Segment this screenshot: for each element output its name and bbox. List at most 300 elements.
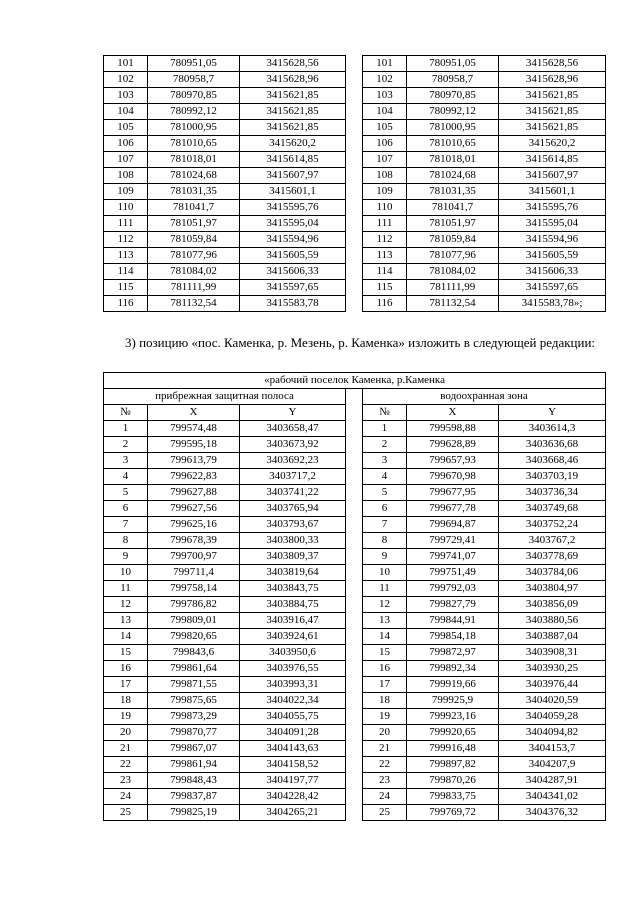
y-coordinate: 3404341,02 — [499, 789, 606, 805]
y-coordinate: 3415620,2 — [499, 136, 606, 152]
column-gap — [346, 789, 363, 805]
x-coordinate: 799923,16 — [407, 709, 499, 725]
y-coordinate: 3415628,56 — [240, 56, 346, 72]
point-number: 17 — [363, 677, 407, 693]
point-number: 3 — [363, 453, 407, 469]
table-row — [104, 280, 606, 296]
column-gap — [346, 296, 363, 312]
x-coordinate: 781000,95 — [407, 120, 499, 136]
x-coordinate: 781010,65 — [407, 136, 499, 152]
y-coordinate: 3404094,82 — [499, 725, 606, 741]
x-coordinate: 781041,7 — [407, 200, 499, 216]
y-coordinate: 3403924,61 — [240, 629, 346, 645]
point-number: 24 — [363, 789, 407, 805]
y-coordinate: 3415605,59 — [240, 248, 346, 264]
amendment-paragraph: 3) позицию «пос. Каменка, р. Мезень, р. Каменка» изложить в следующей редакции: — [125, 335, 596, 350]
y-coordinate: 3404197,77 — [240, 773, 346, 789]
x-coordinate: 799678,39 — [148, 533, 240, 549]
x-coordinate: 799843,6 — [148, 645, 240, 661]
y-coordinate: 3403819,64 — [240, 565, 346, 581]
y-coordinate: 3404207,9 — [499, 757, 606, 773]
y-coordinate: 3415595,76 — [240, 200, 346, 216]
x-coordinate: 781018,01 — [148, 152, 240, 168]
point-number: 114 — [104, 264, 148, 280]
col-x-header: X — [148, 405, 240, 421]
y-coordinate: 3415621,85 — [240, 104, 346, 120]
y-coordinate: 3403930,25 — [499, 661, 606, 677]
y-coordinate: 3403976,44 — [499, 677, 606, 693]
point-number: 109 — [104, 184, 148, 200]
x-coordinate: 799827,79 — [407, 597, 499, 613]
y-coordinate: 3403887,04 — [499, 629, 606, 645]
table-row — [104, 184, 606, 200]
table-row — [104, 693, 606, 709]
column-gap — [346, 613, 363, 629]
table-row — [104, 168, 606, 184]
point-number: 103 — [363, 88, 407, 104]
column-gap — [346, 184, 363, 200]
x-coordinate: 799825,19 — [148, 805, 240, 821]
x-coordinate: 781041,7 — [148, 200, 240, 216]
point-number: 7 — [363, 517, 407, 533]
x-coordinate: 799769,72 — [407, 805, 499, 821]
x-coordinate: 799897,82 — [407, 757, 499, 773]
y-coordinate: 3415595,04 — [240, 216, 346, 232]
x-coordinate: 799677,78 — [407, 501, 499, 517]
x-coordinate: 799628,89 — [407, 437, 499, 453]
y-coordinate: 3415628,96 — [499, 72, 606, 88]
point-number: 104 — [363, 104, 407, 120]
x-coordinate: 799844,91 — [407, 613, 499, 629]
table-row — [104, 581, 606, 597]
y-coordinate: 3403993,31 — [240, 677, 346, 693]
x-coordinate: 799920,65 — [407, 725, 499, 741]
point-number: 12 — [363, 597, 407, 613]
y-coordinate: 3415606,33 — [499, 264, 606, 280]
y-coordinate: 3403741,22 — [240, 485, 346, 501]
column-gap — [346, 805, 363, 821]
y-coordinate: 3415594,96 — [499, 232, 606, 248]
y-coordinate: 3415628,96 — [240, 72, 346, 88]
y-coordinate: 3415614,85 — [499, 152, 606, 168]
table-row — [104, 565, 606, 581]
column-gap — [346, 405, 363, 421]
point-number: 116 — [363, 296, 407, 312]
point-number: 106 — [363, 136, 407, 152]
table-row — [104, 232, 606, 248]
table-row — [104, 677, 606, 693]
kamenka-coordinates-table — [103, 372, 606, 821]
y-coordinate: 3403950,6 — [240, 645, 346, 661]
y-coordinate: 3403884,75 — [240, 597, 346, 613]
table-row — [104, 248, 606, 264]
point-number: 25 — [363, 805, 407, 821]
point-number: 16 — [363, 661, 407, 677]
x-coordinate: 780992,12 — [148, 104, 240, 120]
x-coordinate: 781051,97 — [407, 216, 499, 232]
y-coordinate: 3403673,92 — [240, 437, 346, 453]
x-coordinate: 781059,84 — [148, 232, 240, 248]
table-row — [104, 613, 606, 629]
y-coordinate: 3403717,2 — [240, 469, 346, 485]
y-coordinate: 3403765,94 — [240, 501, 346, 517]
y-coordinate: 3415621,85 — [499, 104, 606, 120]
point-number: 14 — [363, 629, 407, 645]
x-coordinate: 780951,05 — [148, 56, 240, 72]
y-coordinate: 3404055,75 — [240, 709, 346, 725]
x-coordinate: 781031,35 — [407, 184, 499, 200]
column-gap — [346, 136, 363, 152]
y-coordinate: 3403809,37 — [240, 549, 346, 565]
x-coordinate: 799786,82 — [148, 597, 240, 613]
point-number: 19 — [363, 709, 407, 725]
column-gap — [346, 773, 363, 789]
column-gap — [346, 437, 363, 453]
x-coordinate: 799758,14 — [148, 581, 240, 597]
table-row — [104, 597, 606, 613]
water-protection-zone-header: водоохранная зона — [363, 389, 606, 405]
coordinates-table-continued — [103, 55, 606, 312]
x-coordinate: 799870,77 — [148, 725, 240, 741]
column-header-row — [104, 405, 606, 421]
y-coordinate: 3404022,34 — [240, 693, 346, 709]
point-number: 115 — [363, 280, 407, 296]
x-coordinate: 799837,87 — [148, 789, 240, 805]
point-number: 1 — [363, 421, 407, 437]
y-coordinate: 3415583,78»; — [499, 296, 606, 312]
column-gap — [346, 757, 363, 773]
column-gap — [346, 120, 363, 136]
column-gap — [346, 517, 363, 533]
point-number: 13 — [104, 613, 148, 629]
col-no-header: № — [363, 405, 407, 421]
point-number: 108 — [363, 168, 407, 184]
table-row — [104, 104, 606, 120]
point-number: 11 — [363, 581, 407, 597]
column-gap — [346, 232, 363, 248]
point-number: 8 — [104, 533, 148, 549]
x-coordinate: 781111,99 — [148, 280, 240, 296]
point-number: 10 — [104, 565, 148, 581]
x-coordinate: 780958,7 — [148, 72, 240, 88]
point-number: 115 — [104, 280, 148, 296]
x-coordinate: 781051,97 — [148, 216, 240, 232]
x-coordinate: 781111,99 — [407, 280, 499, 296]
y-coordinate: 3403908,31 — [499, 645, 606, 661]
column-gap — [346, 629, 363, 645]
column-gap — [346, 597, 363, 613]
x-coordinate: 780951,05 — [407, 56, 499, 72]
y-coordinate: 3415606,33 — [240, 264, 346, 280]
point-number: 101 — [363, 56, 407, 72]
col-y-header: Y — [499, 405, 606, 421]
point-number: 9 — [104, 549, 148, 565]
point-number: 19 — [104, 709, 148, 725]
y-coordinate: 3404376,32 — [499, 805, 606, 821]
point-number: 111 — [363, 216, 407, 232]
x-coordinate: 799627,56 — [148, 501, 240, 517]
point-number: 103 — [104, 88, 148, 104]
x-coordinate: 799622,83 — [148, 469, 240, 485]
point-number: 102 — [363, 72, 407, 88]
point-number: 9 — [363, 549, 407, 565]
y-coordinate: 3403800,33 — [240, 533, 346, 549]
x-coordinate: 799729,41 — [407, 533, 499, 549]
point-number: 17 — [104, 677, 148, 693]
point-number: 107 — [363, 152, 407, 168]
point-number: 2 — [363, 437, 407, 453]
table-row — [104, 773, 606, 789]
point-number: 105 — [363, 120, 407, 136]
zone-header-row — [104, 389, 606, 405]
point-number: 21 — [104, 741, 148, 757]
column-gap — [346, 501, 363, 517]
point-number: 107 — [104, 152, 148, 168]
x-coordinate: 799613,79 — [148, 453, 240, 469]
y-coordinate: 3415621,85 — [240, 88, 346, 104]
table-row — [104, 469, 606, 485]
column-gap — [346, 549, 363, 565]
table-row — [104, 437, 606, 453]
column-gap — [346, 216, 363, 232]
column-gap — [346, 677, 363, 693]
point-number: 14 — [104, 629, 148, 645]
point-number: 113 — [104, 248, 148, 264]
table-row — [104, 421, 606, 437]
x-coordinate: 781031,35 — [148, 184, 240, 200]
table-row — [104, 629, 606, 645]
y-coordinate: 3415621,85 — [499, 88, 606, 104]
x-coordinate: 799870,26 — [407, 773, 499, 789]
point-number: 101 — [104, 56, 148, 72]
x-coordinate: 781059,84 — [407, 232, 499, 248]
y-coordinate: 3403752,24 — [499, 517, 606, 533]
point-number: 22 — [363, 757, 407, 773]
point-number: 102 — [104, 72, 148, 88]
y-coordinate: 3403767,2 — [499, 533, 606, 549]
point-number: 104 — [104, 104, 148, 120]
point-number: 110 — [363, 200, 407, 216]
y-coordinate: 3404158,52 — [240, 757, 346, 773]
column-gap — [346, 453, 363, 469]
point-number: 20 — [104, 725, 148, 741]
point-number: 106 — [104, 136, 148, 152]
y-coordinate: 3415601,1 — [499, 184, 606, 200]
x-coordinate: 799627,88 — [148, 485, 240, 501]
col-no-header: № — [104, 405, 148, 421]
x-coordinate: 799833,75 — [407, 789, 499, 805]
point-number: 10 — [363, 565, 407, 581]
point-number: 4 — [104, 469, 148, 485]
point-number: 105 — [104, 120, 148, 136]
y-coordinate: 3415620,2 — [240, 136, 346, 152]
table-row — [104, 757, 606, 773]
point-number: 114 — [363, 264, 407, 280]
coastal-protective-strip-header: прибрежная защитная полоса — [104, 389, 346, 405]
y-coordinate: 3403668,46 — [499, 453, 606, 469]
point-number: 3 — [104, 453, 148, 469]
y-coordinate: 3403880,56 — [499, 613, 606, 629]
y-coordinate: 3403703,19 — [499, 469, 606, 485]
y-coordinate: 3403658,47 — [240, 421, 346, 437]
y-coordinate: 3404143,63 — [240, 741, 346, 757]
column-gap — [346, 421, 363, 437]
x-coordinate: 799873,29 — [148, 709, 240, 725]
y-coordinate: 3415607,97 — [499, 168, 606, 184]
x-coordinate: 799809,01 — [148, 613, 240, 629]
column-gap — [346, 264, 363, 280]
x-coordinate: 799820,65 — [148, 629, 240, 645]
x-coordinate: 799677,95 — [407, 485, 499, 501]
point-number: 113 — [363, 248, 407, 264]
y-coordinate: 3403736,34 — [499, 485, 606, 501]
y-coordinate: 3415583,78 — [240, 296, 346, 312]
table-row — [104, 136, 606, 152]
column-gap — [346, 565, 363, 581]
x-coordinate: 781000,95 — [148, 120, 240, 136]
table-row — [104, 88, 606, 104]
x-coordinate: 781024,68 — [148, 168, 240, 184]
point-number: 109 — [363, 184, 407, 200]
table-row — [104, 485, 606, 501]
y-coordinate: 3403856,09 — [499, 597, 606, 613]
x-coordinate: 799871,55 — [148, 677, 240, 693]
y-coordinate: 3415621,85 — [240, 120, 346, 136]
x-coordinate: 799792,03 — [407, 581, 499, 597]
column-gap — [346, 56, 363, 72]
column-gap — [346, 168, 363, 184]
column-gap — [346, 709, 363, 725]
point-number: 5 — [363, 485, 407, 501]
y-coordinate: 3404091,28 — [240, 725, 346, 741]
x-coordinate: 799861,64 — [148, 661, 240, 677]
point-number: 8 — [363, 533, 407, 549]
table-row — [104, 152, 606, 168]
point-number: 16 — [104, 661, 148, 677]
y-coordinate: 3404059,28 — [499, 709, 606, 725]
x-coordinate: 799657,93 — [407, 453, 499, 469]
column-gap — [346, 152, 363, 168]
y-coordinate: 3403636,68 — [499, 437, 606, 453]
point-number: 24 — [104, 789, 148, 805]
table-row — [104, 216, 606, 232]
x-coordinate: 799625,16 — [148, 517, 240, 533]
y-coordinate: 3415597,65 — [499, 280, 606, 296]
y-coordinate: 3403916,47 — [240, 613, 346, 629]
y-coordinate: 3403976,55 — [240, 661, 346, 677]
table-row — [104, 120, 606, 136]
y-coordinate: 3403843,75 — [240, 581, 346, 597]
x-coordinate: 799694,87 — [407, 517, 499, 533]
point-number: 25 — [104, 805, 148, 821]
y-coordinate: 3415601,1 — [240, 184, 346, 200]
x-coordinate: 780970,85 — [148, 88, 240, 104]
column-gap — [346, 485, 363, 501]
table-row — [104, 645, 606, 661]
y-coordinate: 3403793,67 — [240, 517, 346, 533]
y-coordinate: 3415595,04 — [499, 216, 606, 232]
x-coordinate: 781084,02 — [407, 264, 499, 280]
column-gap — [346, 693, 363, 709]
column-gap — [346, 389, 363, 405]
column-gap — [346, 581, 363, 597]
y-coordinate: 3403692,23 — [240, 453, 346, 469]
x-coordinate: 781132,54 — [407, 296, 499, 312]
x-coordinate: 799670,98 — [407, 469, 499, 485]
column-gap — [346, 661, 363, 677]
x-coordinate: 799751,49 — [407, 565, 499, 581]
table-row — [104, 72, 606, 88]
x-coordinate: 799854,18 — [407, 629, 499, 645]
point-number: 13 — [363, 613, 407, 629]
x-coordinate: 781024,68 — [407, 168, 499, 184]
point-number: 2 — [104, 437, 148, 453]
y-coordinate: 3403804,97 — [499, 581, 606, 597]
y-coordinate: 3403784,06 — [499, 565, 606, 581]
y-coordinate: 3415628,56 — [499, 56, 606, 72]
table-row — [104, 789, 606, 805]
column-gap — [346, 741, 363, 757]
table-row — [104, 264, 606, 280]
x-coordinate: 799595,18 — [148, 437, 240, 453]
table-row — [104, 709, 606, 725]
x-coordinate: 799892,34 — [407, 661, 499, 677]
x-coordinate: 799861,94 — [148, 757, 240, 773]
point-number: 21 — [363, 741, 407, 757]
y-coordinate: 3415597,65 — [240, 280, 346, 296]
point-number: 23 — [104, 773, 148, 789]
y-coordinate: 3415594,96 — [240, 232, 346, 248]
table-title: «рабочий поселок Каменка, р.Каменка — [104, 373, 606, 389]
point-number: 12 — [104, 597, 148, 613]
point-number: 18 — [363, 693, 407, 709]
column-gap — [346, 72, 363, 88]
x-coordinate: 799867,07 — [148, 741, 240, 757]
y-coordinate: 3403778,69 — [499, 549, 606, 565]
point-number: 110 — [104, 200, 148, 216]
x-coordinate: 799711,4 — [148, 565, 240, 581]
table-row — [104, 200, 606, 216]
x-coordinate: 799741,07 — [407, 549, 499, 565]
x-coordinate: 781010,65 — [148, 136, 240, 152]
column-gap — [346, 248, 363, 264]
x-coordinate: 799598,88 — [407, 421, 499, 437]
point-number: 112 — [104, 232, 148, 248]
table-row — [104, 661, 606, 677]
y-coordinate: 3404265,21 — [240, 805, 346, 821]
col-x-header: X — [407, 405, 499, 421]
x-coordinate: 780992,12 — [407, 104, 499, 120]
y-coordinate: 3404287,91 — [499, 773, 606, 789]
table-row — [104, 453, 606, 469]
col-y-header: Y — [240, 405, 346, 421]
y-coordinate: 3415607,97 — [240, 168, 346, 184]
x-coordinate: 799872,97 — [407, 645, 499, 661]
x-coordinate: 780958,7 — [407, 72, 499, 88]
column-gap — [346, 469, 363, 485]
column-gap — [346, 533, 363, 549]
x-coordinate: 799848,43 — [148, 773, 240, 789]
point-number: 108 — [104, 168, 148, 184]
x-coordinate: 799574,48 — [148, 421, 240, 437]
point-number: 111 — [104, 216, 148, 232]
point-number: 15 — [363, 645, 407, 661]
column-gap — [346, 645, 363, 661]
table-row — [104, 296, 606, 312]
column-gap — [346, 725, 363, 741]
table-row — [104, 725, 606, 741]
x-coordinate: 799919,66 — [407, 677, 499, 693]
